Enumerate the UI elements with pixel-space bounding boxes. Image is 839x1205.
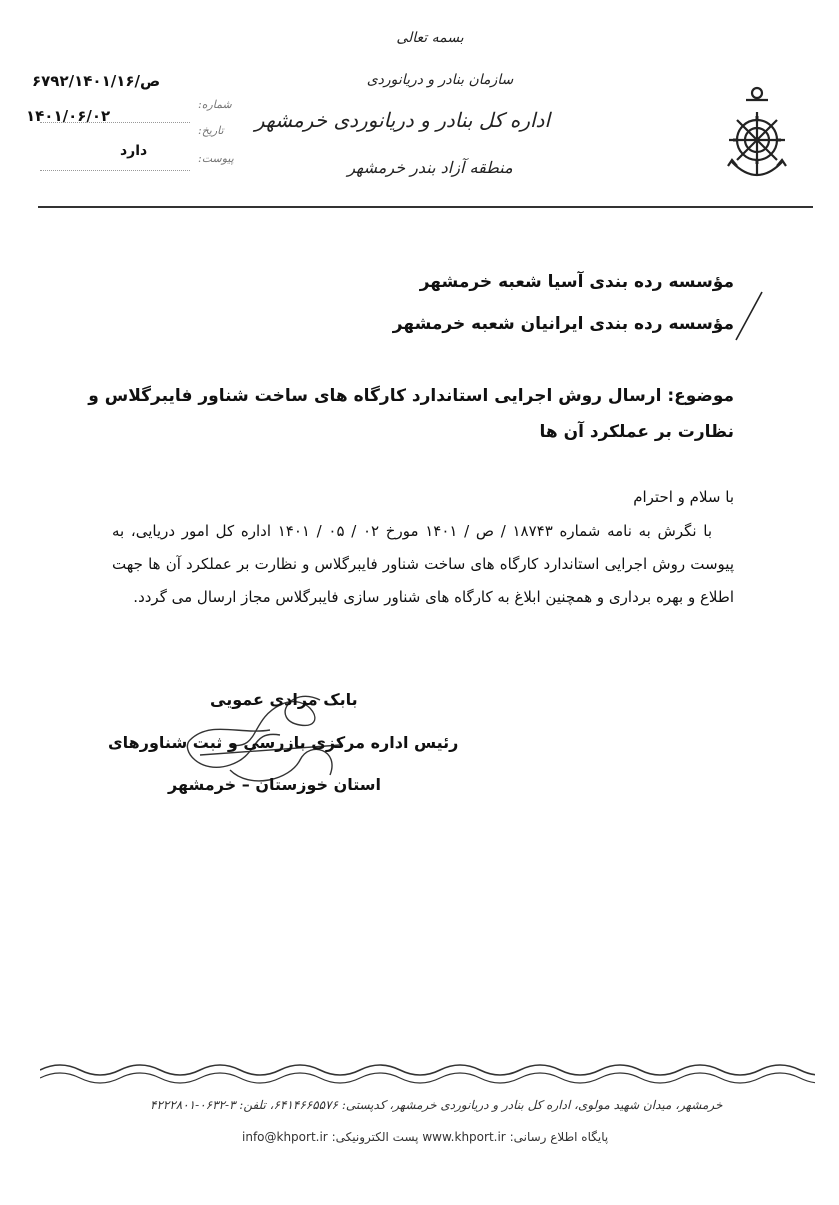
anchor-ship-wheel-logo-icon: [722, 82, 792, 192]
email-label: پست الکترونیکی:: [331, 1130, 419, 1144]
attachment-label: پیوست:: [198, 152, 234, 165]
website-address[interactable]: www.khport.ir: [422, 1130, 506, 1144]
subject-line-2: نظارت بر عملکرد آن ها: [539, 422, 734, 442]
date-dotted-line: [40, 122, 190, 123]
subject-line-1: موضوع: ارسال روش اجرایی استاندارد کارگاه های ساخت شناور فایبرگلاس و: [88, 386, 734, 406]
number-label: شماره:: [198, 98, 232, 111]
footer-contact-line: [242, 1130, 608, 1144]
header-rule: [38, 206, 813, 208]
date-label: تاریخ:: [198, 124, 224, 137]
letter-date: ۱۴۰۱/۰۶/۰۲: [26, 107, 111, 125]
addressee-1: مؤسسه رده بندی آسیا شعبه خرمشهر: [419, 272, 734, 292]
addressee-2: مؤسسه رده بندی ایرانیان شعبه خرمشهر: [392, 314, 734, 334]
footer-wave-divider: [40, 1058, 815, 1088]
website-label: پایگاه اطلاع رسانی:: [509, 1130, 609, 1144]
handwritten-slash-mark: [728, 288, 768, 348]
greeting: با سلام و احترام: [633, 488, 734, 506]
footer-address: خرمشهر، میدان شهید مولوی، اداره کل بنادر و دریانوردی خرمشهر، کدپستی: ۶۴۱۴۶۶۵۵۷۶، تلفن: ۳-۰۶۳۲-۴۲۲۲۸۰۱: [150, 1098, 723, 1112]
signatory-region: استان خوزستان – خرمشهر: [168, 775, 382, 794]
body-paragraph: با نگرش به نامه شماره ۱۸۷۴۳ / ص / ۱۴۰۱ مورخ ۰۲ / ۰۵ / ۱۴۰۱ اداره کل امور دریایی، به پیوست روش اجرایی استاندارد کارگاه های ساخت شناور فایبرگلاس و نظارت بر عملکرد آن ها جهت اطلاع و بهره برداری و همچنین ابلاغ به کارگاه های شناور سازی فایبرگلاس مجاز ارسال می گردد.: [112, 522, 734, 606]
org-name-line-3: منطقه آزاد بندر خرمشهر: [347, 158, 513, 177]
org-name-line-1: سازمان بنادر و دریانوردی: [366, 72, 514, 88]
org-name-line-2: اداره کل بنادر و دریانوردی خرمشهر: [254, 108, 550, 132]
signatory-name: بابک مرادی عمویی: [210, 690, 358, 709]
letter-number: ۶۷۹۲/ص/۱۴۰۱/۱۶: [32, 72, 161, 90]
attachment-value: دارد: [120, 143, 148, 159]
signatory-title: رئیس اداره مرکزی بازرسی و ثبت شناورهای: [108, 733, 459, 752]
basmala: بسمه تعالی: [396, 30, 464, 46]
attachment-dotted-line: [40, 170, 190, 171]
email-address[interactable]: info@khport.ir: [242, 1130, 328, 1144]
